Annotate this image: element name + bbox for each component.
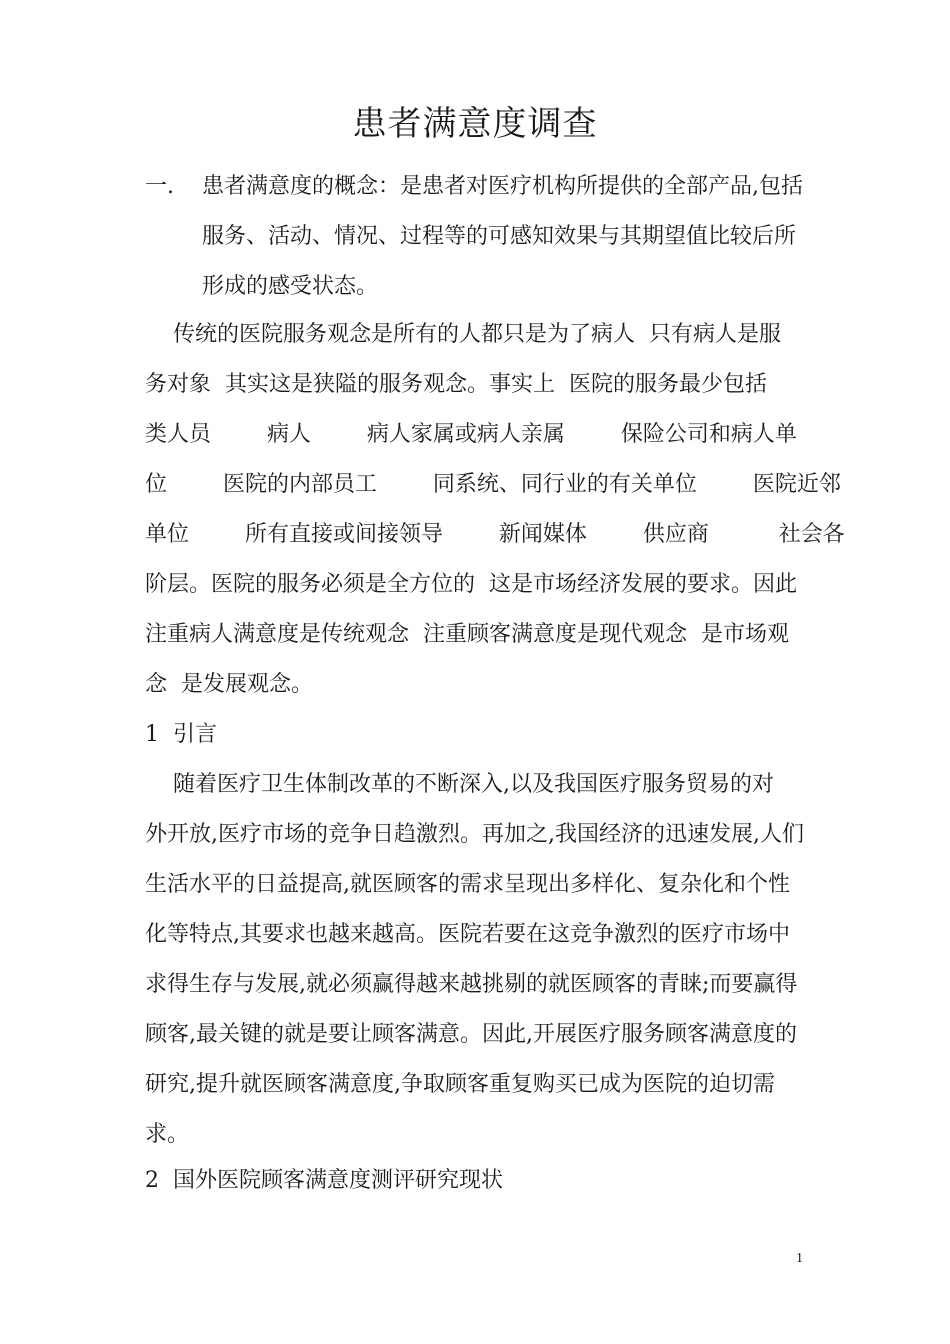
document-title: 患者满意度调查 (352, 104, 598, 144)
paragraph-line: 求。 (145, 1122, 190, 1147)
paragraph-line: 研究,提升就医顾客满意度,争取顾客重复购买已成为医院的迫切需 (145, 1072, 775, 1097)
paragraph-line: 顾客,最关键的就是要让顾客满意。因此,开展医疗服务顾客满意度的 (145, 1022, 797, 1047)
section-one-line: 患者满意度的概念：是患者对医疗机构所提供的全部产品,包括 (202, 174, 803, 199)
section-heading: 1 引言 (145, 722, 217, 747)
paragraph-line: 传统的医院服务观念是所有的人都只是为了病人 只有病人是服 (145, 322, 781, 347)
paragraph-line: 生活水平的日益提高,就医顾客的需求呈现出多样化、复杂化和个性 (145, 872, 790, 897)
paragraph-line: 务对象 其实这是狭隘的服务观念。事实上 医院的服务最少包括 (145, 372, 767, 397)
section-one-line: 形成的感受状态。 (202, 274, 379, 299)
paragraph-line: 类人员 病人 病人家属或病人亲属 保险公司和病人单 (145, 422, 797, 447)
paragraph-line: 注重病人满意度是传统观念 注重顾客满意度是现代观念 是市场观 (145, 622, 789, 647)
paragraph-line: 单位 所有直接或间接领导 新闻媒体 供应商 社会各 (145, 522, 845, 547)
paragraph-line: 随着医疗卫生体制改革的不断深入,以及我国医疗服务贸易的对 (145, 772, 774, 797)
paragraph-line: 外开放,医疗市场的竞争日趋激烈。再加之,我国经济的迅速发展,人们 (145, 822, 804, 847)
paragraph-line: 化等特点,其要求也越来越高。医院若要在这竞争激烈的医疗市场中 (145, 922, 790, 947)
paragraph-line: 求得生存与发展,就必须赢得越来越挑剔的就医顾客的青睐;而要赢得 (145, 972, 798, 997)
section-one-line: 服务、活动、情况、过程等的可感知效果与其期望值比较后所 (202, 224, 797, 249)
paragraph-line: 位 医院的内部员工 同系统、同行业的有关单位 医院近邻 (145, 472, 841, 497)
section-heading: 2 国外医院顾客满意度测评研究现状 (145, 1168, 503, 1193)
paragraph-line: 念 是发展观念。 (145, 672, 313, 697)
section-one-marker: 一. (145, 174, 174, 199)
paragraph-line: 阶层。医院的服务必须是全方位的 这是市场经济发展的要求。因此 (145, 572, 797, 597)
page-number: 1 (796, 1251, 803, 1266)
